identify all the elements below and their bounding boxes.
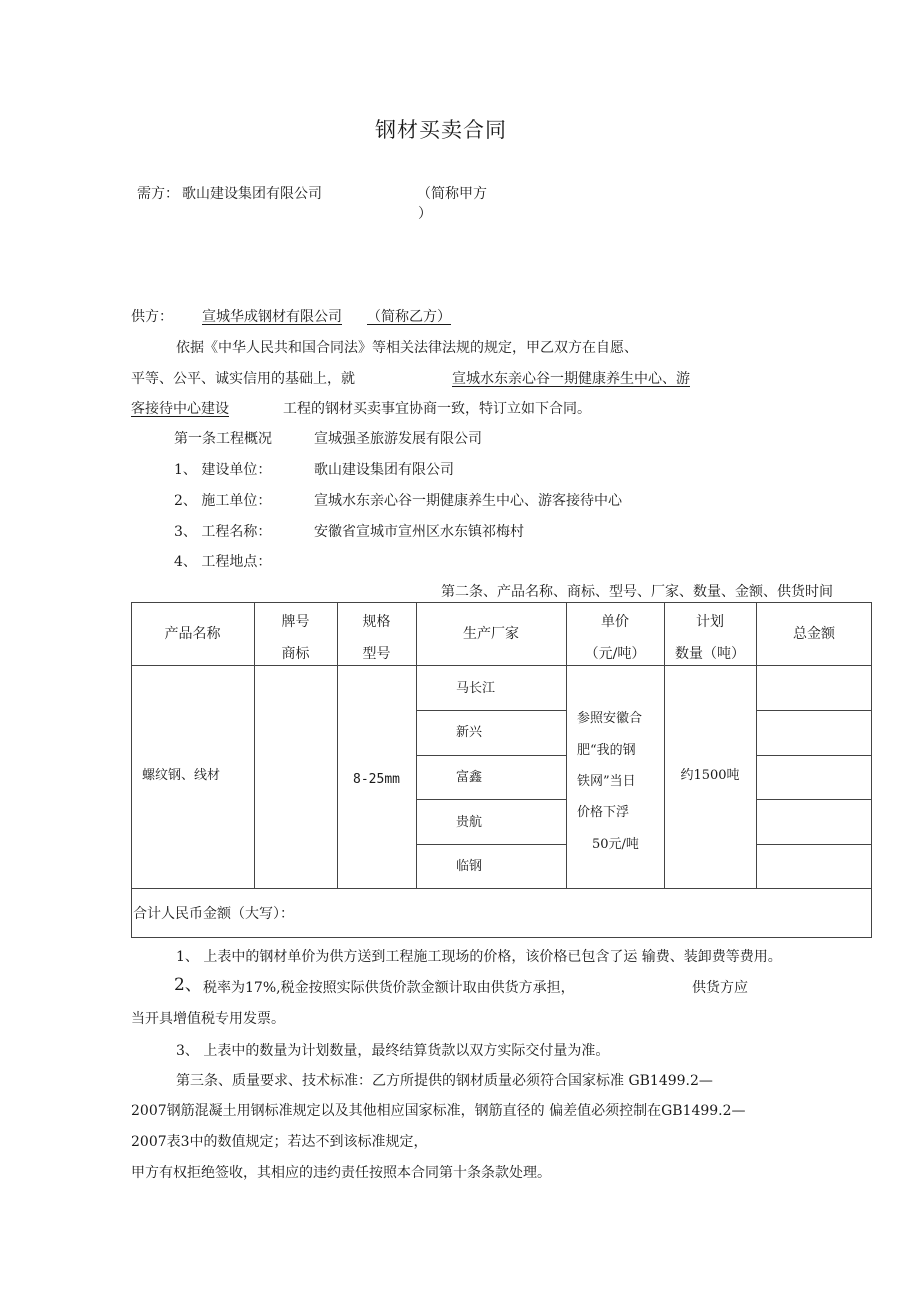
article1-item-value: 安徽省宣城市宣州区水东镇祁梅村 [314, 524, 524, 540]
article3-line: 第三条、质量要求、技术标准：乙方所提供的钢材质量必须符合国家标准 GB1499.2— [176, 1073, 713, 1089]
maker-cell: 贵航 [456, 815, 483, 830]
price-cell-line: 肥“我的钢 [577, 743, 636, 758]
maker-cell: 马长江 [456, 681, 496, 696]
intro-line-1: 依据《中华人民共和国合同法》等相关法律法规的规定，甲乙双方在自愿、 [176, 340, 638, 356]
header-quantity-unit: 数量（吨） [675, 646, 745, 662]
note-2-text: 当开具增值税专用发票。 [131, 1011, 285, 1027]
intro-line-3: 工程的钢材买卖事宜协商一致，特订立如下合同。 [283, 401, 591, 417]
article1-item-label: 3、 工程名称： [174, 524, 272, 540]
sum-label: 合计人民币金额（大写）： [133, 906, 294, 922]
spec-cell: 8-25mm [353, 772, 400, 787]
note-2-number: 2、 [174, 975, 202, 995]
header-maker: 生产厂家 [463, 626, 519, 642]
article1-item-label: 1、 建设单位： [174, 462, 272, 478]
quantity-cell: 约1500吨 [680, 768, 740, 783]
header-brand: 牌号 [281, 614, 310, 630]
header-total: 总金额 [793, 626, 835, 642]
price-cell-line: 参照安徽合 [577, 711, 643, 726]
contract-title: 钢材买卖合同 [375, 118, 507, 142]
article3-line: 甲方有权拒绝签收，其相应的违约责任按照本合同第十条条款处理。 [131, 1165, 551, 1181]
buyer-short-name: （简称甲方 [417, 186, 487, 202]
article1-heading: 第一条工程概况 [174, 431, 272, 447]
article1-heading-value: 宣城强圣旅游发展有限公司 [314, 431, 482, 447]
header-product: 产品名称 [164, 626, 221, 642]
note-2-text: 供货方应 [692, 980, 748, 996]
project-name-part-1: 宣城水东亲心谷一期健康养生中心、游 [452, 371, 690, 387]
price-cell-line: 铁网”当日 [577, 774, 636, 789]
supplier-name: 宣城华成钢材有限公司 [202, 309, 342, 325]
supplier-short-name: （简称乙方） [367, 309, 451, 325]
article2-heading: 第二条、产品名称、商标、型号、厂家、数量、金额、供货时间 [441, 584, 833, 600]
note-3: 3、 上表中的数量为计划数量，最终结算货款以双方实际交付量为准。 [176, 1043, 610, 1059]
buyer-label: 需方： [137, 186, 179, 202]
article1-item-label: 4、 工程地点： [174, 554, 272, 570]
note-1: 1、 上表中的钢材单价为供方送到工程施工现场的价格，该价格已包含了运 输费、装卸费等费用。 [176, 949, 782, 965]
maker-cell: 富鑫 [456, 770, 483, 785]
intro-line-2: 平等、公平、诚实信用的基础上，就 [131, 371, 355, 387]
note-2-text: 税率为17%,税金按照实际供货价款金额计取由供货方承担， [203, 980, 575, 996]
header-quantity: 计划 [696, 614, 724, 630]
article1-item-value: 宣城水东亲心谷一期健康养生中心、游客接待中心 [314, 493, 622, 509]
header-spec: 型号 [362, 646, 391, 662]
article1-item-value: 歌山建设集团有限公司 [314, 462, 454, 478]
price-cell-line: 价格下浮 [577, 805, 630, 820]
header-brand: 商标 [281, 646, 310, 662]
header-spec: 规格 [362, 614, 391, 630]
header-price-unit: （元/吨） [584, 646, 646, 662]
product-name-cell: 螺纹钢、线材 [141, 768, 220, 783]
article3-line: 2007钢筋混凝土用钢标准规定以及其他相应国家标准，钢筋直径的 偏差值必须控制在GB1499.2— [131, 1103, 746, 1119]
maker-cell: 临钢 [456, 859, 483, 874]
maker-cell: 新兴 [456, 725, 483, 740]
header-price: 单价 [601, 614, 629, 630]
buyer-short-close: ） [418, 206, 432, 222]
article3-line: 2007表3中的数值规定；若达不到该标准规定， [131, 1134, 428, 1150]
supplier-label: 供方： [131, 309, 173, 325]
buyer-name: 歌山建设集团有限公司 [182, 186, 322, 202]
price-cell-line: 50元/吨 [592, 837, 639, 852]
project-name-part-2: 客接待中心建设 [131, 401, 229, 417]
article1-item-label: 2、 施工单位： [174, 493, 272, 509]
